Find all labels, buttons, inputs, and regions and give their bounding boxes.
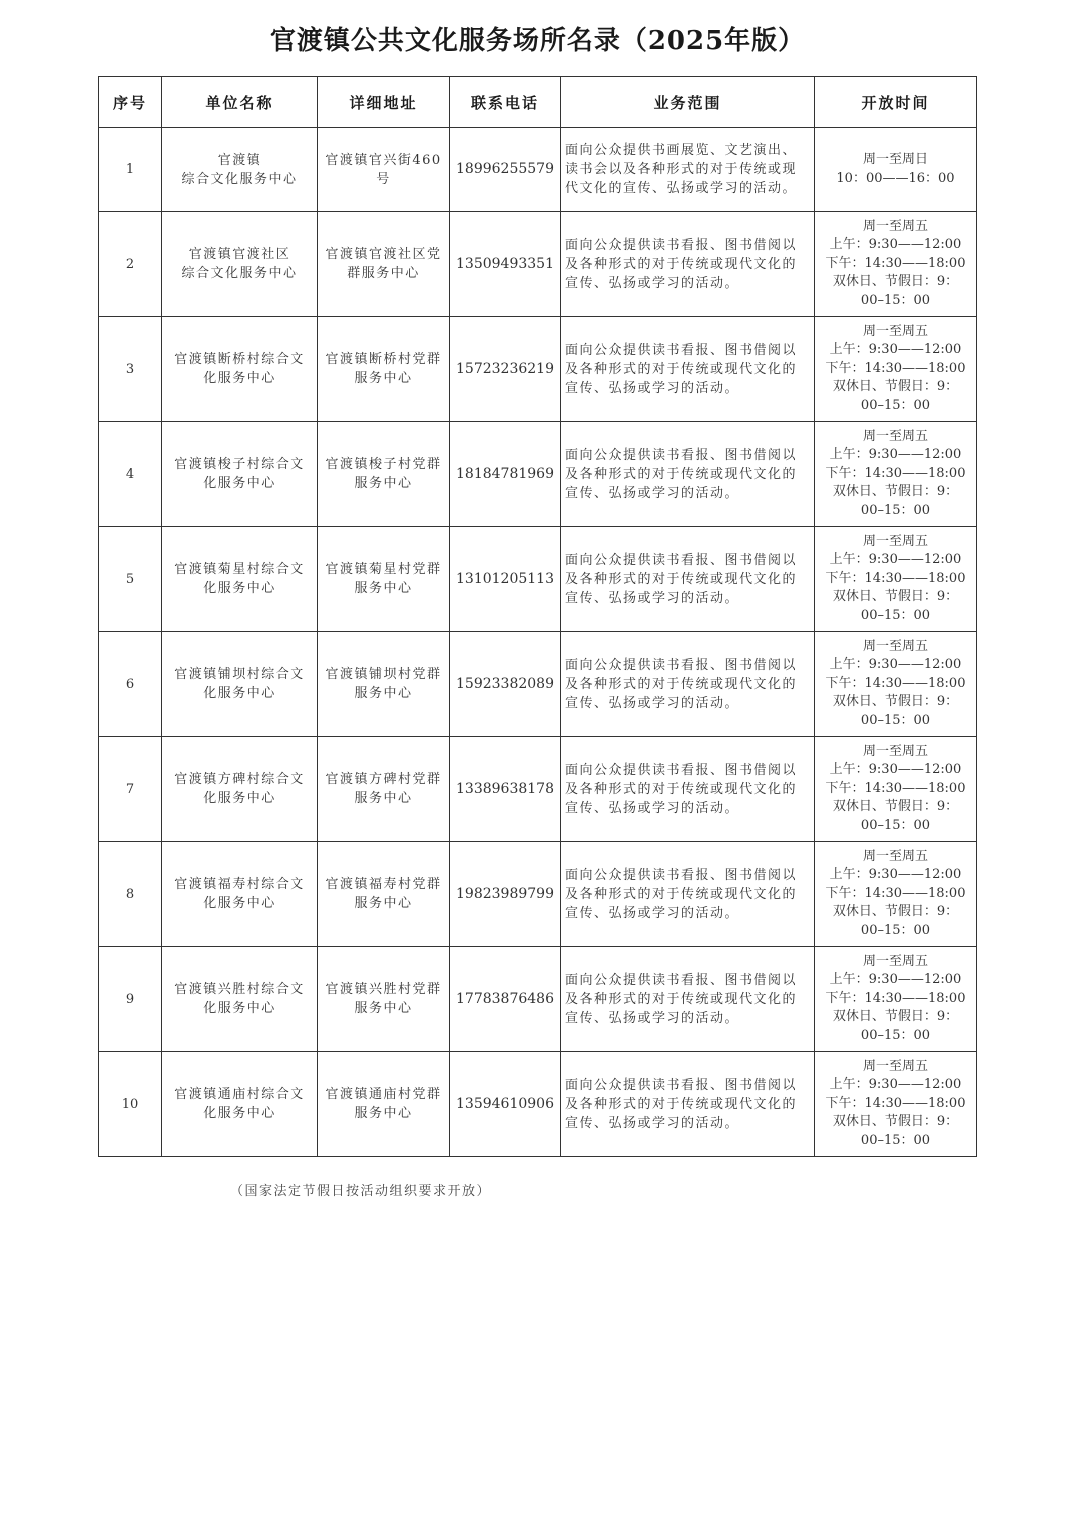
unit-name [162, 422, 318, 527]
opening-hours-line: 双休日、节假日：9： [832, 904, 959, 920]
opening-hours-line: 周一至周五 [862, 1058, 928, 1074]
opening-hours-line: 下午：14:30——18:00 [825, 255, 966, 271]
table-row [99, 737, 977, 842]
unit-name-line: 综合文化服务中心 [181, 266, 298, 281]
opening-hours-line: 上午：9:30——12:00 [829, 1077, 962, 1093]
business-scope [561, 632, 815, 737]
opening-hours [815, 527, 977, 632]
business-scope-line: 面向公众提供读书看报、图书借阅以 [565, 237, 798, 253]
unit-address [318, 527, 450, 632]
opening-hours-line: 下午：14:30——18:00 [825, 360, 966, 376]
opening-hours-line: 双休日、节假日：9： [832, 799, 959, 815]
unit-name-line: 官渡镇兴胜村综合文 [174, 982, 305, 997]
opening-hours-line: 双休日、节假日：9： [832, 1114, 959, 1130]
table-row [99, 422, 977, 527]
unit-address [318, 317, 450, 422]
unit-name-line: 官渡镇官渡社区 [188, 247, 291, 262]
opening-hours [815, 842, 977, 947]
venue-table [98, 76, 977, 1157]
opening-hours-line: 周一至周日 [862, 152, 928, 167]
table-row [99, 317, 977, 422]
opening-hours-line: 上午：9:30——12:00 [829, 657, 962, 673]
opening-hours-line: 双休日、节假日：9： [832, 694, 959, 710]
opening-hours-line: 下午：14:30——18:00 [825, 1095, 966, 1111]
unit-name [162, 1052, 318, 1157]
row-number: 10 [99, 1052, 162, 1157]
business-scope [561, 128, 815, 212]
row-number: 1 [99, 128, 162, 212]
row-number: 9 [99, 947, 162, 1052]
page-title: 官渡镇公共文化服务场所名录（2025年版） [269, 26, 806, 56]
table-row [99, 947, 977, 1052]
business-scope-line: 宣传、弘扬或学习的活动。 [565, 695, 740, 711]
row-number: 2 [99, 212, 162, 317]
opening-hours [815, 317, 977, 422]
unit-phone: 15723236219 [450, 317, 561, 422]
unit-address-line: 服务中心 [354, 581, 413, 596]
unit-name-line: 官渡镇梭子村综合文 [174, 457, 305, 472]
opening-hours [815, 128, 977, 212]
business-scope-line: 代文化的宣传、弘扬或学习的活动。 [565, 181, 798, 196]
unit-name-line: 综合文化服务中心 [181, 171, 298, 187]
table-row [99, 632, 977, 737]
opening-hours [815, 737, 977, 842]
business-scope-line: 面向公众提供读书看报、图书借阅以 [565, 342, 798, 358]
opening-hours-line: 周一至周五 [862, 743, 928, 759]
unit-name [162, 527, 318, 632]
opening-hours-line: 双休日、节假日：9： [832, 274, 959, 290]
opening-hours-line: 00–15：00 [860, 922, 931, 938]
opening-hours-line: 周一至周五 [862, 638, 928, 654]
opening-hours-line: 00–15：00 [860, 1027, 931, 1043]
business-scope [561, 317, 815, 422]
unit-name [162, 128, 318, 212]
unit-name-line: 化服务中心 [203, 791, 276, 806]
opening-hours-line: 00–15：00 [860, 817, 931, 833]
unit-name-line: 化服务中心 [203, 1001, 276, 1016]
opening-hours [815, 212, 977, 317]
header-name: 单位名称 [162, 77, 318, 128]
unit-address-line: 官渡镇菊星村党群 [325, 562, 442, 577]
opening-hours-line: 上午：9:30——12:00 [829, 237, 962, 253]
unit-name-line: 化服务中心 [203, 581, 276, 596]
business-scope-line: 读书会以及各种形式的对于传统或现 [565, 162, 798, 177]
unit-address [318, 737, 450, 842]
unit-phone: 18996255579 [450, 128, 561, 212]
row-number: 4 [99, 422, 162, 527]
unit-phone: 19823989799 [450, 842, 561, 947]
header-phone: 联系电话 [450, 77, 561, 128]
unit-address-line: 服务中心 [354, 371, 413, 386]
unit-address-line: 群服务中心 [347, 266, 420, 281]
table-row [99, 212, 977, 317]
unit-name [162, 632, 318, 737]
unit-name-line: 官渡镇断桥村综合文 [174, 352, 305, 367]
unit-address [318, 422, 450, 527]
business-scope-line: 面向公众提供读书看报、图书借阅以 [565, 867, 798, 883]
opening-hours-line: 上午：9:30——12:00 [829, 447, 962, 463]
business-scope-line: 宣传、弘扬或学习的活动。 [565, 1010, 740, 1026]
unit-address-line: 官渡镇方碑村党群 [325, 772, 442, 787]
business-scope-line: 面向公众提供读书看报、图书借阅以 [565, 762, 798, 778]
unit-phone: 13389638178 [450, 737, 561, 842]
business-scope-line: 面向公众提供读书看报、图书借阅以 [565, 657, 798, 673]
business-scope-line: 及各种形式的对于传统或现代文化的 [565, 571, 798, 587]
business-scope-line: 面向公众提供读书看报、图书借阅以 [565, 447, 798, 463]
business-scope [561, 947, 815, 1052]
footnote: （国家法定节假日按活动组织要求开放） [230, 1184, 492, 1199]
business-scope [561, 737, 815, 842]
opening-hours-line: 00–15：00 [860, 712, 931, 728]
unit-address-line: 官渡镇铺坝村党群 [325, 667, 442, 682]
unit-name-line: 官渡镇铺坝村综合文 [174, 667, 305, 682]
unit-name-line: 化服务中心 [203, 1106, 276, 1121]
opening-hours [815, 632, 977, 737]
header-no: 序号 [99, 77, 162, 128]
unit-address-line: 官渡镇兴胜村党群 [325, 982, 442, 997]
opening-hours-line: 周一至周五 [862, 848, 928, 864]
row-number: 5 [99, 527, 162, 632]
business-scope [561, 842, 815, 947]
opening-hours-line: 下午：14:30——18:00 [825, 990, 966, 1006]
unit-name [162, 212, 318, 317]
business-scope-line: 及各种形式的对于传统或现代文化的 [565, 361, 798, 377]
unit-address [318, 842, 450, 947]
business-scope-line: 面向公众提供书画展览、文艺演出、 [565, 143, 798, 158]
opening-hours-line: 双休日、节假日：9： [832, 1009, 959, 1025]
unit-name-line: 化服务中心 [203, 371, 276, 386]
unit-address [318, 1052, 450, 1157]
header-scope: 业务范围 [561, 77, 815, 128]
business-scope [561, 212, 815, 317]
opening-hours-line: 双休日、节假日：9： [832, 484, 959, 500]
business-scope-line: 及各种形式的对于传统或现代文化的 [565, 676, 798, 692]
opening-hours-line: 周一至周五 [862, 953, 928, 969]
business-scope-line: 及各种形式的对于传统或现代文化的 [565, 781, 798, 797]
unit-name-line: 化服务中心 [203, 896, 276, 911]
opening-hours-line: 00–15：00 [860, 1132, 931, 1148]
opening-hours-line: 下午：14:30——18:00 [825, 780, 966, 796]
unit-name-line: 官渡镇菊星村综合文 [174, 562, 305, 577]
unit-name-line: 官渡镇 [217, 152, 262, 168]
unit-address-line: 服务中心 [354, 1106, 413, 1121]
table-header-row [99, 77, 977, 128]
business-scope-line: 宣传、弘扬或学习的活动。 [565, 1115, 740, 1131]
unit-phone: 15923382089 [450, 632, 561, 737]
opening-hours-line: 周一至周五 [862, 428, 928, 444]
opening-hours-line: 10：00——16：00 [836, 170, 955, 186]
business-scope-line: 及各种形式的对于传统或现代文化的 [565, 886, 798, 902]
opening-hours [815, 947, 977, 1052]
business-scope-line: 宣传、弘扬或学习的活动。 [565, 590, 740, 606]
header-address: 详细地址 [318, 77, 450, 128]
row-number: 7 [99, 737, 162, 842]
business-scope-line: 面向公众提供读书看报、图书借阅以 [565, 1077, 798, 1093]
business-scope-line: 宣传、弘扬或学习的活动。 [565, 275, 740, 291]
opening-hours-line: 周一至周五 [862, 323, 928, 339]
unit-address-line: 服务中心 [354, 791, 413, 806]
unit-name [162, 737, 318, 842]
unit-address [318, 212, 450, 317]
business-scope-line: 及各种形式的对于传统或现代文化的 [565, 256, 798, 272]
table-row [99, 527, 977, 632]
unit-phone: 18184781969 [450, 422, 561, 527]
unit-name-line: 化服务中心 [203, 686, 276, 701]
unit-address [318, 128, 450, 212]
unit-name-line: 官渡镇方碑村综合文 [174, 772, 305, 787]
table-row [99, 128, 977, 212]
unit-address-line: 服务中心 [354, 476, 413, 491]
row-number: 8 [99, 842, 162, 947]
business-scope-line: 宣传、弘扬或学习的活动。 [565, 485, 740, 501]
unit-address [318, 947, 450, 1052]
table-row [99, 842, 977, 947]
opening-hours-line: 下午：14:30——18:00 [825, 465, 966, 481]
business-scope-line: 面向公众提供读书看报、图书借阅以 [565, 972, 798, 988]
opening-hours-line: 上午：9:30——12:00 [829, 762, 962, 778]
unit-address-line: 官渡镇官渡社区党 [325, 247, 442, 262]
unit-name-line: 化服务中心 [203, 476, 276, 491]
row-number: 6 [99, 632, 162, 737]
opening-hours-line: 上午：9:30——12:00 [829, 342, 962, 358]
opening-hours [815, 1052, 977, 1157]
opening-hours-line: 上午：9:30——12:00 [829, 552, 962, 568]
unit-phone: 17783876486 [450, 947, 561, 1052]
unit-name [162, 317, 318, 422]
opening-hours-line: 下午：14:30——18:00 [825, 570, 966, 586]
unit-address-line: 官渡镇梭子村党群 [325, 457, 442, 472]
unit-address-line: 官渡镇福寿村党群 [325, 877, 442, 892]
unit-address-line: 服务中心 [354, 1001, 413, 1016]
unit-address-line: 官渡镇官兴街460 [325, 152, 442, 168]
unit-name [162, 947, 318, 1052]
unit-address-line: 官渡镇断桥村党群 [325, 352, 442, 367]
unit-address-line: 号 [376, 171, 391, 187]
header-hours: 开放时间 [815, 77, 977, 128]
business-scope [561, 527, 815, 632]
business-scope-line: 面向公众提供读书看报、图书借阅以 [565, 552, 798, 568]
opening-hours-line: 00–15：00 [860, 607, 931, 623]
table-row [99, 1052, 977, 1157]
unit-phone: 13509493351 [450, 212, 561, 317]
unit-name [162, 842, 318, 947]
opening-hours-line: 下午：14:30——18:00 [825, 885, 966, 901]
unit-name-line: 官渡镇福寿村综合文 [174, 877, 305, 892]
opening-hours-line: 双休日、节假日：9： [832, 589, 959, 605]
unit-address-line: 服务中心 [354, 896, 413, 911]
business-scope-line: 宣传、弘扬或学习的活动。 [565, 380, 740, 396]
opening-hours-line: 00–15：00 [860, 397, 931, 413]
business-scope [561, 1052, 815, 1157]
opening-hours-line: 下午：14:30——18:00 [825, 675, 966, 691]
opening-hours-line: 00–15：00 [860, 292, 931, 308]
opening-hours-line: 上午：9:30——12:00 [829, 972, 962, 988]
unit-address-line: 服务中心 [354, 686, 413, 701]
business-scope-line: 及各种形式的对于传统或现代文化的 [565, 1096, 798, 1112]
unit-name-line: 官渡镇通庙村综合文 [174, 1087, 305, 1102]
business-scope-line: 宣传、弘扬或学习的活动。 [565, 800, 740, 816]
unit-address [318, 632, 450, 737]
unit-phone: 13101205113 [450, 527, 561, 632]
opening-hours-line: 上午：9:30——12:00 [829, 867, 962, 883]
business-scope-line: 及各种形式的对于传统或现代文化的 [565, 991, 798, 1007]
business-scope-line: 宣传、弘扬或学习的活动。 [565, 905, 740, 921]
opening-hours-line: 周一至周五 [862, 218, 928, 234]
opening-hours-line: 周一至周五 [862, 533, 928, 549]
business-scope-line: 及各种形式的对于传统或现代文化的 [565, 466, 798, 482]
table-body [99, 128, 977, 1157]
opening-hours-line: 00–15：00 [860, 502, 931, 518]
business-scope [561, 422, 815, 527]
row-number: 3 [99, 317, 162, 422]
unit-address-line: 官渡镇通庙村党群 [325, 1087, 442, 1102]
unit-phone: 13594610906 [450, 1052, 561, 1157]
opening-hours [815, 422, 977, 527]
opening-hours-line: 双休日、节假日：9： [832, 379, 959, 395]
